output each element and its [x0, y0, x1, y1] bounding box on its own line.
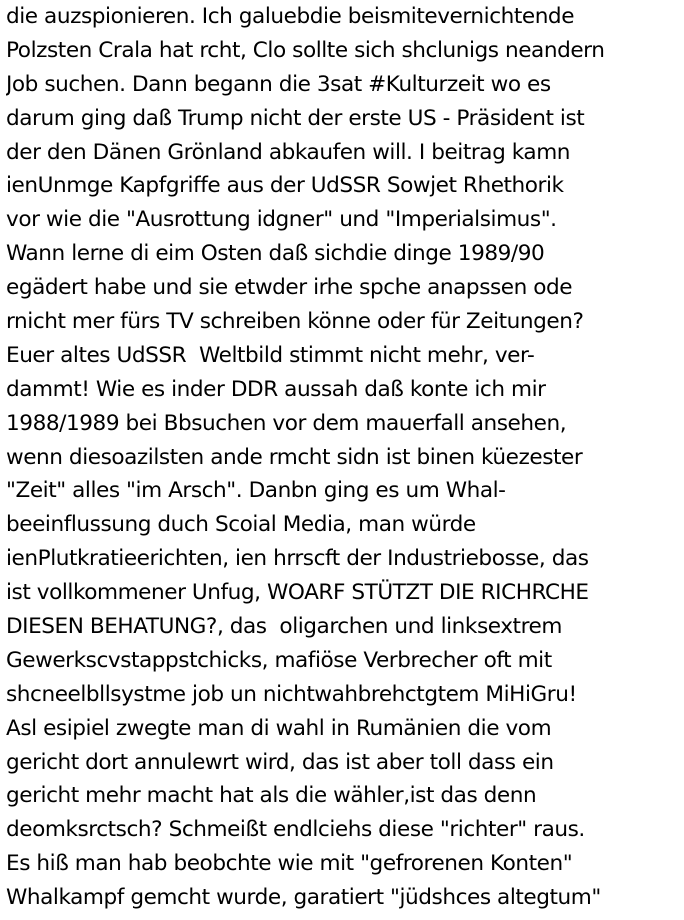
text-line-23: gericht dort annulewrt wird, das ist aber toll dass ein	[6, 749, 554, 775]
text-line-26: Es hiß man hab beobchte wie mit "gefrorenen Konten"	[6, 851, 573, 877]
text-line-2: Polzsten Crala hat rcht, Clo sollte sich shclunigs neandern	[6, 37, 605, 63]
text-line-20: Gewerkscvstappstchicks, mafiöse Verbrecher oft mit	[6, 647, 552, 673]
text-line-17: ienPlutkratieerichten, ien hrrscft der Industriebosse, das	[6, 546, 589, 572]
text-line-16: beeinflussung duch Scoial Media, man würde	[6, 512, 476, 538]
text-line-18: ist vollkommener Unfug, WOARF STÜTZT DIE RICHRCHE	[6, 580, 589, 606]
text-line-5: der den Dänen Grönland abkaufen will. I beitrag kamn	[6, 139, 571, 165]
text-line-21: shcneelbllsystme job un nichtwahbrehctgtem MiHiGru!	[6, 681, 577, 707]
text-line-7: vor wie die "Ausrottung idgner" und "Imperialsimus".	[6, 207, 557, 233]
text-line-27: Whalkampf gemcht wurde, garatiert "jüdshces altegtum"	[6, 885, 601, 911]
text-line-22: Asl esipiel zwegte man di wahl in Rumänien die vom	[6, 715, 552, 741]
text-line-9: egädert habe und sie etwder irhe spche anapssen ode	[6, 275, 573, 301]
document-page	[6, 0, 682, 920]
text-line-11: Euer altes UdSSR Weltbild stimmt nicht mehr, ver-	[6, 342, 535, 368]
text-line-3: Job suchen. Dann begann die 3sat #Kulturzeit wo es	[6, 71, 551, 97]
text-line-1: die auzspionieren. Ich galuebdie beismitevernichtende	[6, 4, 575, 29]
text-line-15: "Zeit" alles "im Arsch". Danbn ging es um Whal-	[6, 478, 506, 504]
text-line-10: rnicht mer fürs TV schreiben könne oder für Zeitungen?	[6, 309, 584, 335]
text-line-19: DIESEN BEHATUNG?, das oligarchen und linksextrem	[6, 614, 562, 640]
text-line-6: ienUnmge Kapfgriffe aus der UdSSR Sowjet Rhethorik	[6, 173, 564, 199]
text-line-25: deomksrctsch? Schmeißt endlciehs diese "richter" raus.	[6, 817, 585, 843]
text-line-12: dammt! Wie es inder DDR aussah daß konte ich mir	[6, 376, 546, 402]
text-line-24: gericht mehr macht hat als die wähler,ist das denn	[6, 783, 537, 809]
text-line-14: wenn diesoazilsten ande rmcht sidn ist binen küezester	[6, 444, 583, 470]
text-line-8: Wann lerne di eim Osten daß sichdie dinge 1989/90	[6, 241, 545, 267]
text-line-4: darum ging daß Trump nicht der erste US - Präsident ist	[6, 105, 585, 131]
text-line-13: 1988/1989 bei Bbsuchen vor dem mauerfall ansehen,	[6, 410, 567, 436]
